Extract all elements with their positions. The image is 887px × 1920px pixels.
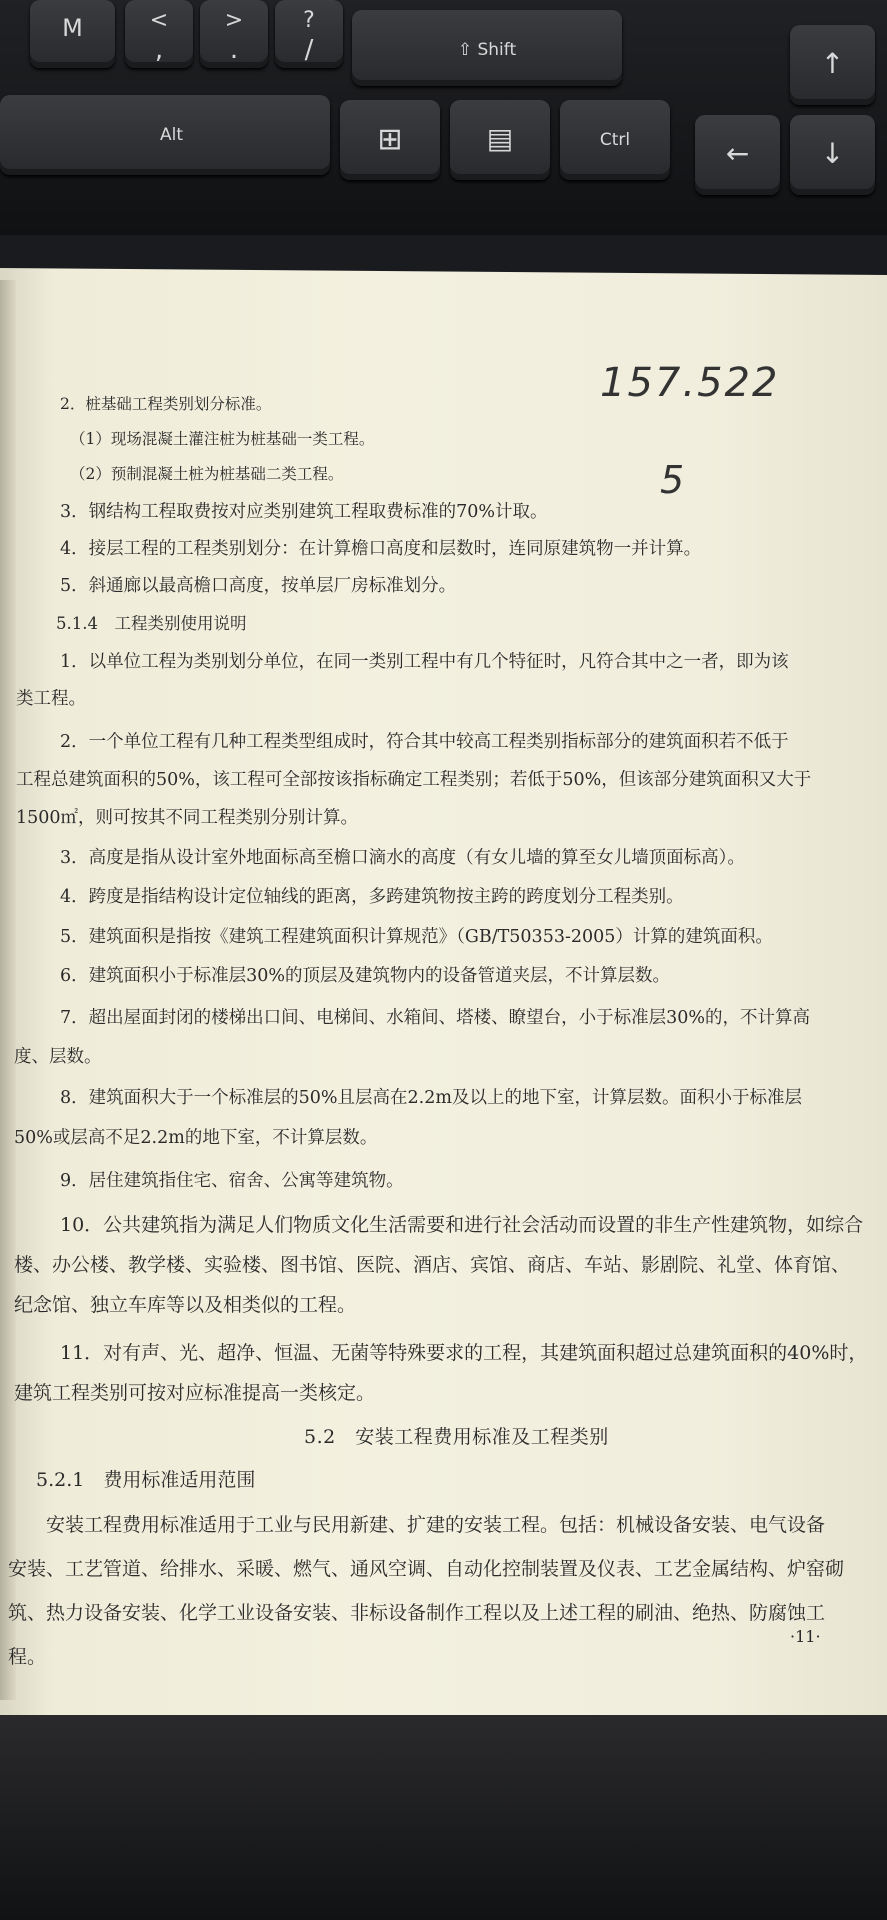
text-line: 3．钢结构工程取费按对应类别建筑工程取费标准的70%计取。 — [60, 502, 548, 522]
text-line: 安装、工艺管道、给排水、采暖、燃气、通风空调、自动化控制装置及仪表、工艺金属结构、炉窑砌 — [8, 1558, 845, 1580]
windows-icon: ⊞ — [377, 122, 403, 157]
key-period[interactable] — [200, 0, 268, 68]
chapter-heading: 5.2 安装工程费用标准及工程类别 — [304, 1426, 609, 1448]
key-slash-bottom: / — [304, 35, 314, 66]
text-line: 1500㎡，则可按其不同工程类别分别计算。 — [16, 808, 359, 828]
menu-icon: ▤ — [486, 122, 514, 155]
text-line: （1）现场混凝土灌注桩为桩基础一类工程。 — [70, 430, 375, 448]
text-line: 楼、办公楼、教学楼、实验楼、图书馆、医院、酒店、宾馆、商店、车站、影剧院、礼堂、体育馆、 — [14, 1254, 851, 1276]
keyboard — [0, 0, 887, 235]
text-line: 2．一个单位工程有几种工程类型组成时，符合其中较高工程类别指标部分的建筑面积若不低于 — [60, 732, 789, 752]
key-shift[interactable] — [352, 10, 622, 86]
text-line: 1．以单位工程为类别划分单位，在同一类别工程中有几个特征时，凡符合其中之一者，即为该 — [60, 652, 789, 672]
text-line: 7．超出屋面封闭的楼梯出口间、电梯间、水箱间、塔楼、瞭望台，小于标准层30%的，不计算高 — [60, 1008, 811, 1028]
text-line: 程。 — [8, 1646, 47, 1668]
key-period-top: > — [224, 8, 244, 33]
arrow-down-icon: ↓ — [820, 137, 845, 170]
key-comma[interactable] — [125, 0, 193, 68]
handwritten-number: 157.522 — [600, 360, 780, 406]
text-line: 类工程。 — [16, 689, 86, 709]
key-alt[interactable] — [0, 95, 330, 175]
key-arrow-up[interactable] — [790, 25, 875, 105]
page-number: ·11· — [790, 1627, 821, 1646]
text-line: 4．接层工程的工程类别划分：在计算檐口高度和层数时，连同原建筑物一并计算。 — [60, 539, 702, 559]
key-m-label: M — [62, 14, 83, 42]
text-line: 8．建筑面积大于一个标准层的50%且层高在2.2m及以上的地下室，计算层数。面积小于标准层 — [60, 1088, 802, 1108]
arrow-up-icon: ↑ — [820, 47, 845, 80]
text-line: 4．跨度是指结构设计定位轴线的距离，多跨建筑物按主跨的跨度划分工程类别。 — [60, 887, 684, 907]
key-arrow-left[interactable] — [695, 115, 780, 195]
text-line: 50%或层高不足2.2m的地下室，不计算层数。 — [14, 1128, 378, 1148]
key-m[interactable] — [30, 0, 115, 68]
key-slash[interactable] — [275, 0, 343, 68]
text-line: 6．建筑面积小于标准层30%的顶层及建筑物内的设备管道夹层，不计算层数。 — [60, 966, 671, 986]
key-shift-label: ⇧ Shift — [457, 40, 517, 60]
text-line: 安装工程费用标准适用于工业与民用新建、扩建的安装工程。包括：机械设备安装、电气设备 — [46, 1514, 826, 1536]
key-comma-bottom: , — [154, 35, 164, 66]
text-line: 度、层数。 — [14, 1047, 102, 1067]
text-line: 3．高度是指从设计室外地面标高至檐口滴水的高度（有女儿墙的算至女儿墙顶面标高）。 — [60, 848, 745, 868]
document-page — [0, 268, 887, 1727]
text-line: 9．居住建筑指住宅、宿舍、公寓等建筑物。 — [60, 1171, 404, 1191]
key-comma-top: < — [149, 8, 169, 33]
text-line: 纪念馆、独立车库等以及相类似的工程。 — [14, 1294, 357, 1316]
text-line: 5．斜通廊以最高檐口高度，按单层厂房标准划分。 — [60, 576, 457, 596]
text-line: 建筑工程类别可按对应标准提高一类核定。 — [14, 1382, 376, 1404]
desk-background — [0, 1715, 887, 1920]
key-ctrl[interactable] — [560, 100, 670, 180]
key-menu[interactable] — [450, 100, 550, 180]
arrow-left-icon: ← — [725, 137, 750, 170]
text-line: 10．公共建筑指为满足人们物质文化生活需要和进行社会活动而设置的非生产性建筑物，如综合 — [60, 1214, 864, 1236]
text-line: 工程总建筑面积的50%，该工程可全部按该指标确定工程类别；若低于50%，但该部分建筑面积又大于 — [16, 770, 812, 790]
section-heading: 5.2.1 费用标准适用范围 — [36, 1469, 256, 1491]
key-slash-top: ? — [303, 8, 315, 33]
text-line: （2）预制混凝土桩为桩基础二类工程。 — [70, 465, 344, 483]
section-heading: 5.1.4 工程类别使用说明 — [56, 614, 247, 633]
key-period-bottom: . — [229, 35, 239, 66]
text-line: 2．桩基础工程类别划分标准。 — [60, 395, 272, 413]
text-line: 11．对有声、光、超净、恒温、无菌等特殊要求的工程，其建筑面积超过总建筑面积的40%时， — [60, 1342, 868, 1364]
key-alt-label: Alt — [160, 125, 184, 145]
page-edge — [0, 280, 16, 1700]
text-line: 筑、热力设备安装、化学工业设备安装、非标设备制作工程以及上述工程的刷油、绝热、防腐蚀工 — [8, 1602, 826, 1624]
handwritten-mark: 5 — [660, 458, 687, 502]
key-windows[interactable] — [340, 100, 440, 180]
key-arrow-down[interactable] — [790, 115, 875, 195]
key-ctrl-label: Ctrl — [599, 130, 631, 150]
text-line: 5．建筑面积是指按《建筑工程建筑面积计算规范》（GB/T50353-2005）计算的建筑面积。 — [60, 927, 773, 947]
